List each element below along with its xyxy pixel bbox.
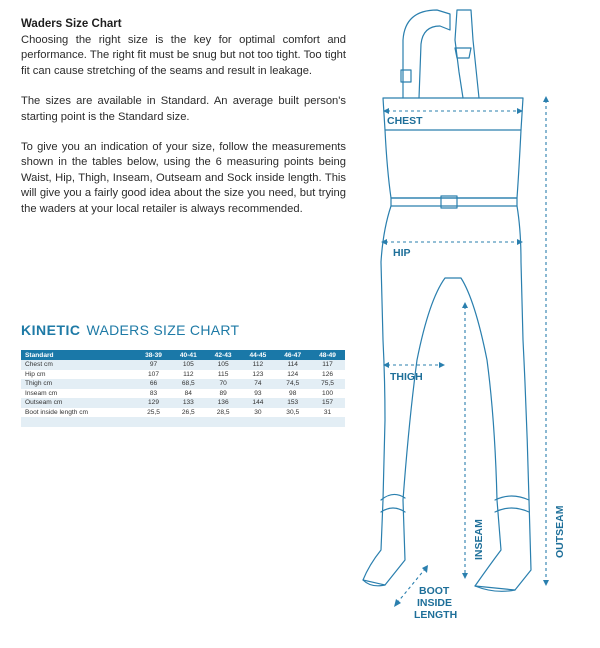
row-label: Thigh cm xyxy=(21,379,136,389)
size-table xyxy=(21,350,345,427)
torso xyxy=(385,130,521,198)
right-boot-top xyxy=(495,496,529,500)
left-boot-top-2 xyxy=(381,508,405,512)
table-cell: 114 xyxy=(275,360,310,370)
table-cell: 124 xyxy=(275,370,310,380)
table-cell: 75,5 xyxy=(310,379,345,389)
row-label: Boot inside length cm xyxy=(21,408,136,418)
inseam-arrow-top xyxy=(462,302,468,308)
table-cell: 117 xyxy=(310,360,345,370)
column-header: 48-49 xyxy=(310,350,345,360)
table-cell: 30 xyxy=(241,408,276,418)
table-cell: 97 xyxy=(136,360,171,370)
column-header: 40-41 xyxy=(171,350,206,360)
hip-label: HIP xyxy=(393,247,411,259)
column-header: 46-47 xyxy=(275,350,310,360)
row-label: Chest cm xyxy=(21,360,136,370)
table-cell: 157 xyxy=(310,398,345,408)
legs xyxy=(363,206,531,590)
table-cell: 123 xyxy=(241,370,276,380)
table-cell: 74,5 xyxy=(275,379,310,389)
thigh-arrow-right xyxy=(439,362,445,368)
table-cell: 31 xyxy=(310,408,345,418)
boot-arrow-bottom xyxy=(394,599,401,607)
table-cell: 115 xyxy=(206,370,241,380)
table-cell: 30,5 xyxy=(275,408,310,418)
left-boot-top xyxy=(381,494,405,500)
intro-paragraph-2: The sizes are available in Standard. An average built person's starting point is the Standard size. xyxy=(21,95,346,123)
table-cell: 105 xyxy=(206,360,241,370)
table-cell: 107 xyxy=(136,370,171,380)
table-cell: 144 xyxy=(241,398,276,408)
column-header: Standard xyxy=(21,350,136,360)
waders-diagram xyxy=(345,0,600,648)
table-cell: 98 xyxy=(275,389,310,399)
outseam-arrow-bottom xyxy=(543,580,549,586)
boot-label-line1: BOOT xyxy=(419,585,450,597)
boot-label-line3: LENGTH xyxy=(414,609,458,621)
thigh-label: THIGH xyxy=(390,371,423,383)
row-label: Inseam cm xyxy=(21,389,136,399)
hip-arrow-left xyxy=(381,239,387,245)
table-row xyxy=(21,398,345,408)
table-cell: 28,5 xyxy=(206,408,241,418)
table-cell: 93 xyxy=(241,389,276,399)
brand-logo: KINETIC xyxy=(21,322,81,338)
table-cell: 74 xyxy=(241,379,276,389)
table-cell: 100 xyxy=(310,389,345,399)
intro-section xyxy=(21,18,346,232)
table-cell: 83 xyxy=(136,389,171,399)
table-cell: 105 xyxy=(171,360,206,370)
table-cell: 129 xyxy=(136,398,171,408)
column-header: 42-43 xyxy=(206,350,241,360)
row-label: Hip cm xyxy=(21,370,136,380)
waist-belt xyxy=(391,198,517,206)
table-row xyxy=(21,379,345,389)
table-row xyxy=(21,370,345,380)
table-row-empty xyxy=(21,417,345,427)
chart-title: WADERS SIZE CHART xyxy=(86,322,240,338)
outseam-arrow-top xyxy=(543,96,549,102)
right-boot-top-2 xyxy=(495,508,529,512)
table-cell: 25,5 xyxy=(136,408,171,418)
right-strap xyxy=(455,10,479,98)
intro-paragraph-3: To give you an indication of your size, follow the measurements shown in the tables below, using the 6 measuring points being Waist, Hip, Thigh, Inseam, Outseam and Sock inside length. This will give you a fairly good idea about the size you need, but trying the waders at your local retailer is always recommended. xyxy=(21,141,346,215)
page-title: Waders Size Chart xyxy=(21,18,122,30)
inseam-label: INSEAM xyxy=(473,519,485,560)
table-row xyxy=(21,389,345,399)
table-cell: 112 xyxy=(241,360,276,370)
boot-label-line2: INSIDE xyxy=(417,597,453,609)
table-header-row xyxy=(21,350,345,360)
table-cell: 89 xyxy=(206,389,241,399)
row-label: Outseam cm xyxy=(21,398,136,408)
waders-outline xyxy=(363,10,531,591)
table-cell: 136 xyxy=(206,398,241,408)
table-cell: 70 xyxy=(206,379,241,389)
table-row xyxy=(21,408,345,418)
chart-heading xyxy=(21,322,239,338)
left-strap xyxy=(403,10,450,98)
table-cell: 26,5 xyxy=(171,408,206,418)
intro-paragraph-1: Choosing the right size is the key for optimal comfort and performance. The right fit must be snug but not too tight. Too tight fit can cause stretching of the seams and result in leakage. xyxy=(21,34,346,77)
table-cell: 126 xyxy=(310,370,345,380)
table-cell: 68,5 xyxy=(171,379,206,389)
boot-arrow-top xyxy=(422,565,428,573)
table-cell: 66 xyxy=(136,379,171,389)
table-row xyxy=(21,360,345,370)
column-header: 38-39 xyxy=(136,350,171,360)
column-header: 44-45 xyxy=(241,350,276,360)
outseam-label: OUTSEAM xyxy=(554,505,566,558)
chest-label: CHEST xyxy=(387,115,423,127)
table-cell: 112 xyxy=(171,370,206,380)
table-cell: 133 xyxy=(171,398,206,408)
table-cell: 84 xyxy=(171,389,206,399)
inseam-arrow-bottom xyxy=(462,573,468,579)
table-cell: 153 xyxy=(275,398,310,408)
